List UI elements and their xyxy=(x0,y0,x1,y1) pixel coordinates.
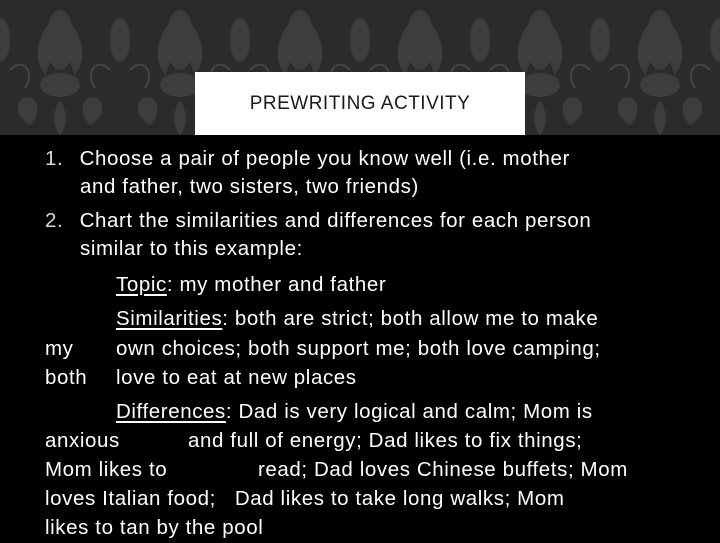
list-item-1 xyxy=(45,144,570,174)
topic-line xyxy=(116,270,386,300)
differences-text-1: : Dad is very logical and calm; Mom is xyxy=(225,400,593,423)
differences-text-2b: and full of energy; Dad likes to fix things; xyxy=(188,429,583,452)
topic-label: Topic xyxy=(116,273,167,296)
differences-text-2a: anxious xyxy=(45,429,120,452)
title-box xyxy=(195,72,525,135)
slide-title: PREWRITING ACTIVITY xyxy=(249,92,471,114)
similarities-label: Similarities xyxy=(116,307,223,330)
list-item-2-line1: Chart the similarities and differences for each person xyxy=(79,209,592,232)
topic-text: : my mother and father xyxy=(166,273,387,296)
list-number-1: 1. xyxy=(45,147,64,170)
similarities-line-1 xyxy=(116,304,598,334)
list-item-2 xyxy=(45,206,591,236)
list-item-1-line2: and father, two sisters, two friends) xyxy=(80,175,419,198)
list-item-1-line1: Choose a pair of people you know well (i.e. mother xyxy=(79,147,570,170)
similarities-prefix-my: my xyxy=(45,337,74,360)
differences-line-1 xyxy=(116,397,593,427)
similarities-text-1: : both are strict; both allow me to make xyxy=(222,307,599,330)
similarities-text-3: love to eat at new places xyxy=(116,366,357,389)
differences-text-3b: read; Dad loves Chinese buffets; Mom xyxy=(258,458,628,481)
similarities-prefix-both: both xyxy=(45,366,88,389)
differences-text-3a: Mom likes to xyxy=(45,458,168,481)
list-number-2: 2. xyxy=(45,209,64,232)
differences-text-5: likes to tan by the pool xyxy=(45,516,264,539)
list-item-2-line2: similar to this example: xyxy=(80,237,303,260)
differences-text-4: loves Italian food; Dad likes to take long walks; Mom xyxy=(45,487,565,510)
similarities-text-2: own choices; both support me; both love camping; xyxy=(116,337,601,360)
slide-content xyxy=(0,140,720,540)
damask-banner xyxy=(0,0,720,135)
differences-label: Differences xyxy=(116,400,226,423)
